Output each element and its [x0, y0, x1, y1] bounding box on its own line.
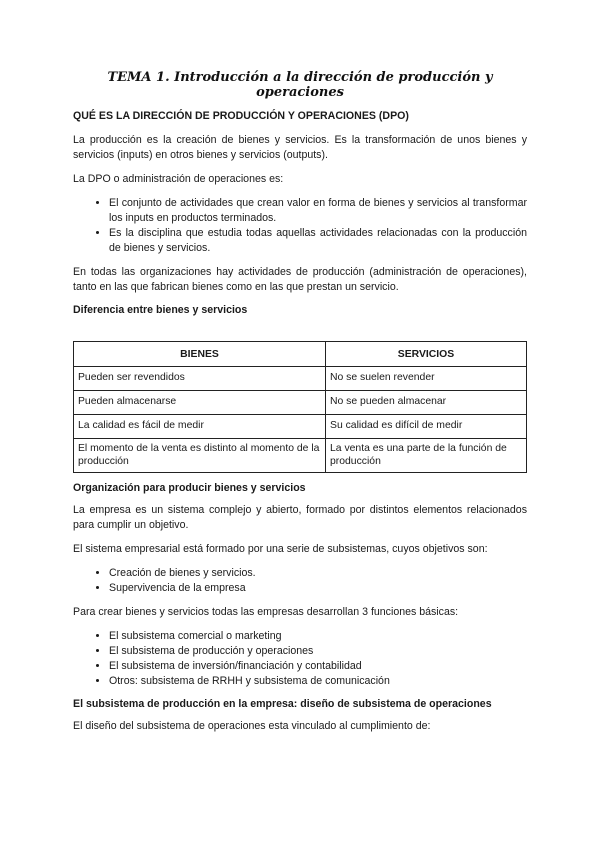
paragraph-basic-functions: Para crear bienes y servicios todas las empresas desarrollan 3 funciones básicas: — [73, 606, 459, 618]
table-cell: El momento de la venta es distinto al momento de la producción — [74, 439, 326, 473]
section-heading-organization: Organización para producir bienes y servicios — [73, 482, 306, 494]
table-cell: No se pueden almacenar — [326, 391, 527, 415]
table-cell: No se suelen revender — [326, 367, 527, 391]
table-row — [74, 439, 527, 473]
list-item: • Supervivencia de la empresa — [109, 581, 527, 596]
list-item: • El subsistema comercial o marketing — [109, 629, 527, 644]
table-row — [74, 391, 527, 415]
column-header-goods: BIENES — [74, 342, 326, 367]
goods-services-table — [73, 341, 527, 473]
section-heading-goods-services: Diferencia entre bienes y servicios — [73, 304, 248, 316]
list-item: • El subsistema de producción y operaciones — [109, 644, 527, 659]
table-cell: Pueden ser revendidos — [74, 367, 326, 391]
dpo-bullet-list — [73, 196, 527, 256]
paragraph-operations-design: El diseño del subsistema de operaciones esta vinculado al cumplimiento de: — [73, 720, 431, 732]
table-cell: Pueden almacenarse — [74, 391, 326, 415]
paragraph-company-system: La empresa es un sistema complejo y abierto, formado por distintos elementos relacionados para cumplir un objetivo. — [73, 504, 527, 531]
functions-bullet-list — [73, 629, 527, 689]
paragraph-production-definition: La producción es la creación de bienes y servicios. Es la transformación de unos bienes y servicios (inputs) en otros bienes y servicios (outputs). — [73, 134, 527, 161]
table-row — [74, 367, 527, 391]
table-cell: La venta es una parte de la función de producción — [326, 439, 527, 473]
document-page — [73, 70, 527, 743]
paragraph-subsystems: El sistema empresarial está formado por una serie de subsistemas, cuyos objetivos son: — [73, 543, 488, 555]
list-item: • Es la disciplina que estudia todas aquellas actividades relacionadas con la producción de bienes y servicios. — [109, 226, 527, 256]
paragraph-organizations: En todas las organizaciones hay actividades de producción (administración de operaciones), tanto en las que fabrican bienes como en las que prestan un servicio. — [73, 266, 527, 293]
table-cell: Su calidad es difícil de medir — [326, 415, 527, 439]
table-header-row — [74, 342, 527, 367]
document-title: TEMA 1. Introducción a la dirección de producción y operaciones — [107, 70, 493, 100]
list-item: • Otros: subsistema de RRHH y subsistema de comunicación — [109, 674, 527, 689]
table-row — [74, 415, 527, 439]
section-heading-production-subsystem: El subsistema de producción en la empresa: diseño de subsistema de operaciones — [73, 698, 492, 710]
list-item: • Creación de bienes y servicios. — [109, 566, 527, 581]
list-item: • El conjunto de actividades que crean valor en forma de bienes y servicios al transformar los inputs en productos terminados. — [109, 196, 527, 226]
list-item: • El subsistema de inversión/financiación y contabilidad — [109, 659, 527, 674]
column-header-services: SERVICIOS — [326, 342, 527, 367]
table-cell: La calidad es fácil de medir — [74, 415, 326, 439]
objectives-bullet-list — [73, 566, 527, 596]
paragraph-dpo-intro: La DPO o administración de operaciones es: — [73, 173, 284, 185]
section-heading-dpo: QUÉ ES LA DIRECCIÓN DE PRODUCCIÓN Y OPERACIONES (DPO) — [73, 110, 409, 122]
